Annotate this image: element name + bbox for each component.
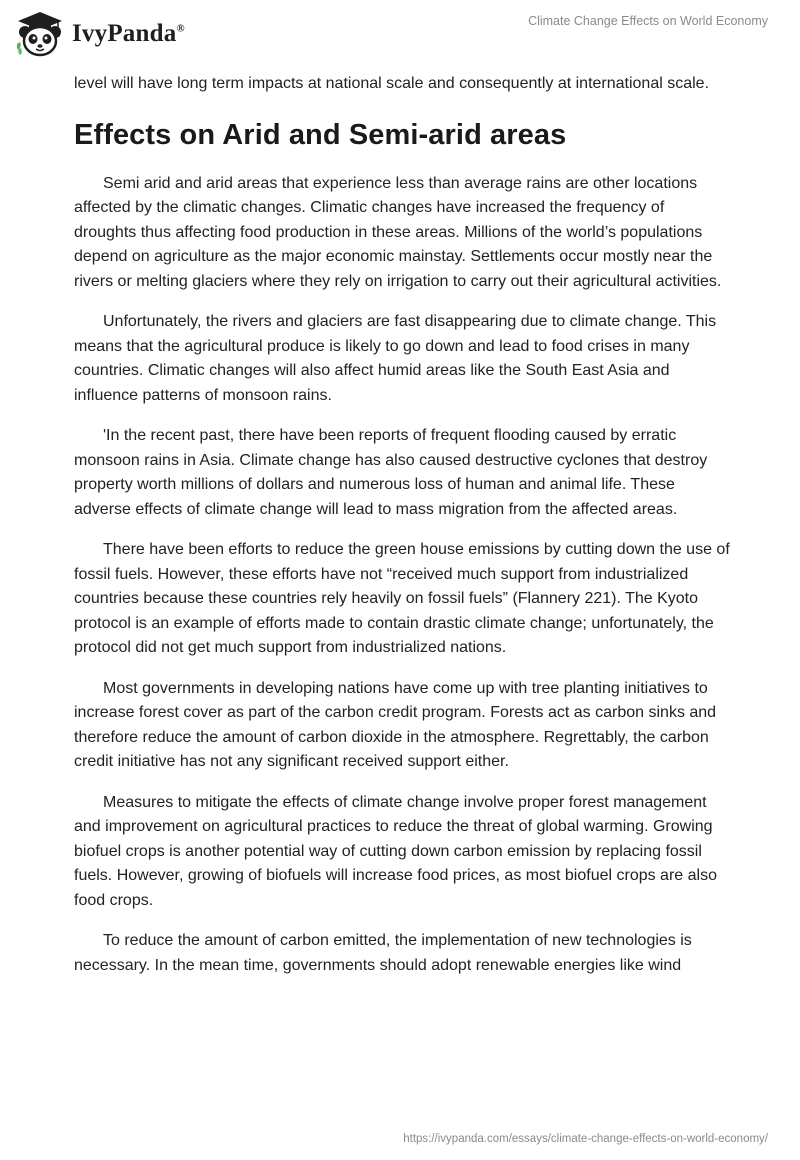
paragraph: To reduce the amount of carbon emitted, the implementation of new technologies is necessary. In the mean time, governments should adopt renewable energies like wind	[74, 932, 692, 974]
panda-graduate-icon	[14, 10, 66, 58]
document-title: Climate Change Effects on World Economy	[528, 14, 768, 28]
essay-content	[74, 72, 730, 994]
page-header	[0, 0, 800, 70]
source-url[interactable]: https://ivypanda.com/essays/climate-change-effects-on-world-economy/	[403, 1133, 768, 1145]
paragraph: Semi arid and arid areas that experience less than average rains are other locations affected by the climatic changes. Climatic changes have increased the frequency of droughts thus affecting food production in these areas. Millions of the world’s populations depend on agriculture as the major economic mainstay. Settlements occur mostly near the rivers or melting glaciers where they rely on irrigation to carry out their agricultural activities.	[74, 174, 722, 290]
logo-text: IvyPanda®	[72, 20, 185, 47]
section-heading: Effects on Arid and Semi-arid areas	[74, 118, 567, 151]
paragraph: Unfortunately, the rivers and glaciers are fast disappearing due to climate change. This means that the agricultural produce is likely to go down and lead to food crises in many countries. Climatic changes will also affect humid areas like the South East Asia and influence patterns of monsoon rains.	[74, 313, 717, 404]
paragraph: Measures to mitigate the effects of climate change involve proper forest management and improvement on agricultural practices to reduce the threat of global warming. Growing biofuel crops is another potential way of cutting down carbon emission by replacing fossil fuels. However, growing of biofuels will increase food prices, as most biofuel crops are also food crops.	[74, 793, 717, 909]
ivypanda-logo[interactable]	[14, 10, 185, 58]
paragraph: Most governments in developing nations have come up with tree planting initiatives to increase forest cover as part of the carbon credit program. Forests act as carbon sinks and therefore reduce the amount of carbon dioxide in the atmosphere. Regrettably, the carbon credit initiative has not any significant received support either.	[74, 679, 717, 770]
intro-paragraph: level will have long term impacts at national scale and consequently at international scale.	[74, 75, 710, 92]
paragraph: There have been efforts to reduce the green house emissions by cutting down the use of fossil fuels. However, these efforts have not “received much support from industrialized countries because these countries rely heavily on fossil fuels” (Flannery 221). The Kyoto protocol is an example of efforts made to contain drastic climate change; unfortunately, the protocol did not get much support from industrialized nations.	[74, 541, 730, 656]
paragraph: 'In the recent past, there have been reports of frequent flooding caused by erratic monsoon rains in Asia. Climate change has also caused destructive cyclones that destroy property worth millions of dollars and numerous loss of human and animal life. These adverse effects of climate change will lead to mass migration from the affected areas.	[74, 427, 708, 518]
